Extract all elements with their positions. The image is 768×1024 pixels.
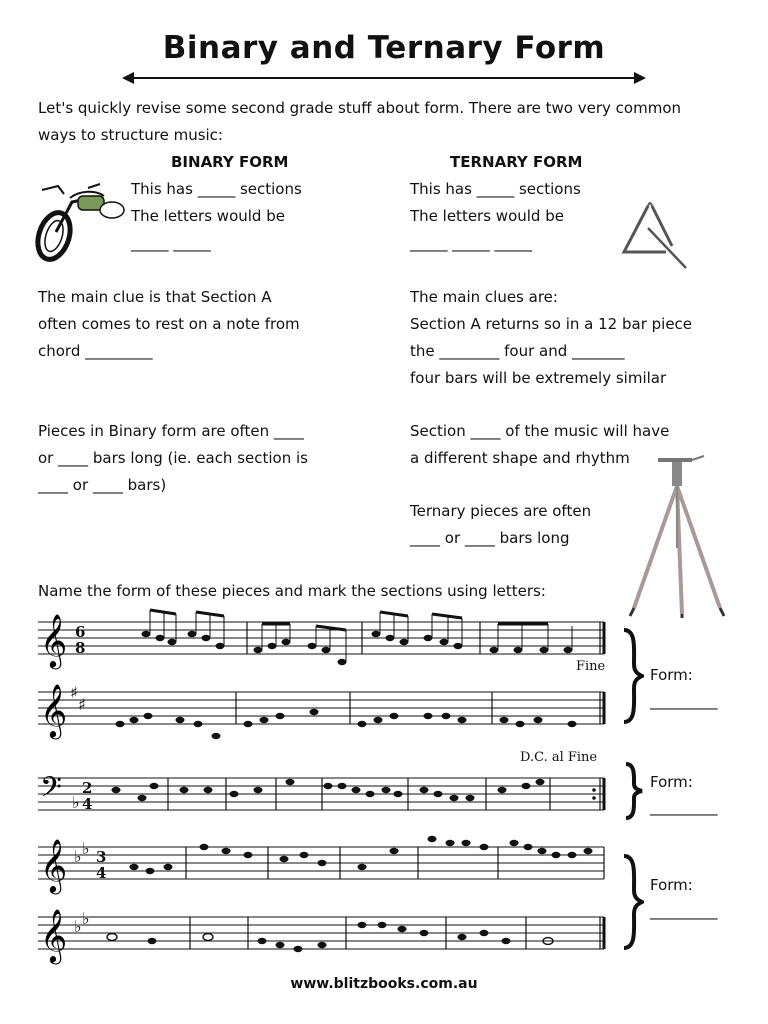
form-label-1: Form: <box>650 666 693 684</box>
binary-bars-line-1: Pieces in Binary form are often ____ <box>38 422 304 440</box>
form-answer-field-2[interactable]: _________ <box>650 798 718 816</box>
brace-icon <box>620 628 644 724</box>
binary-clue-line-1: The main clue is that Section A <box>38 288 272 306</box>
bass-clef-icon: 𝄢 <box>40 771 62 811</box>
flat-icon: ♭ <box>74 917 82 936</box>
form-answer-field-1[interactable]: _________ <box>650 692 718 710</box>
binary-letters-blanks: _____ _____ <box>131 234 211 252</box>
ternary-bars-line-1: Ternary pieces are often <box>410 502 592 520</box>
binary-bars-line-2: or ____ bars long (ie. each section is <box>38 449 308 467</box>
ternary-heading: TERNARY FORM <box>450 153 583 171</box>
ternary-shape-line-2: a different shape and rhythm <box>410 449 630 467</box>
treble-clef-icon: 𝄞 <box>40 613 68 667</box>
flat-icon: ♭ <box>82 839 90 858</box>
intro-line-1: Let's quickly revise some second grade stuff about form. There are two very common <box>38 99 682 117</box>
ternary-clue-line-1: The main clues are: <box>410 288 558 306</box>
binary-clue-line-3: chord _________ <box>38 342 153 360</box>
note-heads <box>112 631 593 952</box>
treble-clef-icon: 𝄞 <box>40 838 68 892</box>
time-signature-bottom: 4 <box>82 795 93 813</box>
ternary-clue-line-2: Section A returns so in a 12 bar piece <box>410 315 693 333</box>
staff-2 <box>38 692 604 724</box>
ternary-letters-blanks: _____ _____ _____ <box>410 234 533 252</box>
ternary-clue-line-4: four bars will be extremely similar <box>410 369 667 387</box>
ternary-clue-line-3: the ________ four and _______ <box>410 342 625 360</box>
exercise-instruction: Name the form of these pieces and mark the sections using letters: <box>38 582 546 600</box>
sharp-icon: ♯ <box>70 683 78 702</box>
ternary-shape-line-1: Section ____ of the music will have <box>410 422 670 440</box>
time-signature-top: 6 <box>75 623 86 641</box>
brace-icon <box>620 854 644 950</box>
time-signature-bottom: 8 <box>75 639 86 657</box>
form-label-3: Form: <box>650 876 693 894</box>
flat-icon: ♭ <box>72 793 80 812</box>
binary-sections-line: This has _____ sections <box>131 180 302 198</box>
ternary-sections-line: This has _____ sections <box>410 180 581 198</box>
ternary-bars-line-2: ____ or ____ bars long <box>410 529 570 547</box>
form-answer-field-3[interactable]: _________ <box>650 902 718 920</box>
brace-icon <box>622 762 644 820</box>
page-title: Binary and Ternary Form <box>162 30 606 66</box>
ternary-letters-line: The letters would be <box>410 207 564 225</box>
footer-website[interactable]: www.blitzbooks.com.au <box>290 976 478 992</box>
binary-heading: BINARY FORM <box>171 153 289 171</box>
treble-clef-icon: 𝄞 <box>40 908 68 962</box>
intro-line-2: ways to structure music: <box>38 126 223 144</box>
fine-marking: Fine <box>576 659 606 674</box>
flat-icon: ♭ <box>74 847 82 866</box>
binary-clue-line-2: often comes to rest on a note from <box>38 315 300 333</box>
time-signature-top: 3 <box>96 848 107 866</box>
time-signature-top: 2 <box>82 779 93 797</box>
dc-al-fine-marking: D.C. al Fine <box>520 750 598 765</box>
binary-bars-line-3: ____ or ____ bars) <box>38 476 167 494</box>
staff-3 <box>38 778 604 810</box>
treble-clef-icon: 𝄞 <box>40 683 68 737</box>
time-signature-bottom: 4 <box>96 864 107 882</box>
binary-letters-line: The letters would be <box>131 207 285 225</box>
flat-icon: ♭ <box>82 909 90 928</box>
sharp-icon: ♯ <box>78 695 86 714</box>
form-label-2: Form: <box>650 773 693 791</box>
